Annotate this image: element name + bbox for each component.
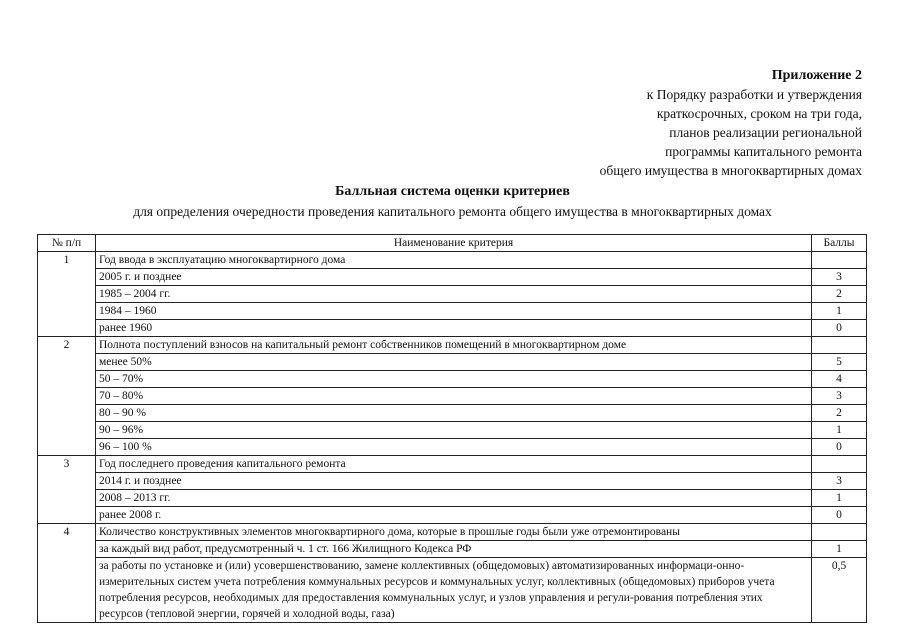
- group-points-empty: [812, 524, 867, 541]
- table-row: [38, 371, 867, 388]
- group-num: 1: [38, 252, 96, 337]
- table-row: [38, 558, 867, 623]
- criterion-label: за каждый вид работ, предусмотренный ч. 1 ст. 166 Жилищного Кодекса РФ: [96, 541, 812, 558]
- group-points-empty: [812, 252, 867, 269]
- criterion-label: 2008 – 2013 гг.: [96, 490, 812, 507]
- group-title: Год ввода в эксплуатацию многоквартирного дома: [96, 252, 812, 269]
- table-row: [38, 490, 867, 507]
- criterion-label: ранее 1960: [96, 320, 812, 337]
- table-row: [38, 473, 867, 490]
- criterion-points: 3: [812, 269, 867, 286]
- criterion-points: 0,5: [812, 558, 867, 623]
- criterion-label: за работы по установке и (или) усовершенствованию, замене коллективных (общедомовых) автоматизированных информаци-онно-измерительных систем учета потребления коммунальных ресурсов и коммунальных услуг, коллективных (общедомовых) приборов учета потребления ресурсов, необходимых для предоставления коммунальных услуг, и узлов управления и регули-рования потребления этих ресурсов (тепловой энергии, горячей и холодной воды, газа): [96, 558, 812, 623]
- criterion-points: 1: [812, 490, 867, 507]
- criterion-points: 3: [812, 388, 867, 405]
- criterion-points: 1: [812, 422, 867, 439]
- criterion-label: 80 – 90 %: [96, 405, 812, 422]
- table-row: [38, 507, 867, 524]
- header-points: Баллы: [812, 235, 867, 252]
- table-row: [38, 388, 867, 405]
- criterion-points: 3: [812, 473, 867, 490]
- criterion-points: 0: [812, 439, 867, 456]
- group-points-empty: [812, 337, 867, 354]
- criterion-label: ранее 2008 г.: [96, 507, 812, 524]
- document-subtitle: для определения очередности проведения капитального ремонта общего имущества в многоквартирных домах: [133, 204, 772, 219]
- group-title: Полнота поступлений взносов на капитальный ремонт собственников помещений в многоквартирном доме: [96, 337, 812, 354]
- appendix-line: к Порядку разработки и утверждения: [646, 87, 862, 102]
- appendix-line: общего имущества в многоквартирных домах: [599, 163, 862, 178]
- criterion-points: 2: [812, 405, 867, 422]
- criterion-points: 1: [812, 303, 867, 320]
- group-num: 3: [38, 456, 96, 524]
- table-row: [38, 303, 867, 320]
- appendix-header: [600, 66, 862, 180]
- table-row: [38, 405, 867, 422]
- table-row: [38, 439, 867, 456]
- criterion-points: 0: [812, 320, 867, 337]
- group-points-empty: [812, 456, 867, 473]
- criterion-points: 2: [812, 286, 867, 303]
- document-title: Балльная система оценки критериев: [335, 184, 570, 199]
- criterion-label: менее 50%: [96, 354, 812, 371]
- table-row: [38, 541, 867, 558]
- group-title: Год последнего проведения капитального ремонта: [96, 456, 812, 473]
- group-num: 4: [38, 524, 96, 623]
- table-row: [38, 269, 867, 286]
- header-num: № п/п: [38, 235, 96, 252]
- criterion-points: 1: [812, 541, 867, 558]
- table-header-row: [38, 235, 867, 252]
- group-num: 2: [38, 337, 96, 456]
- criteria-table: [37, 234, 867, 623]
- appendix-line: краткосрочных, сроком на три года,: [656, 106, 862, 121]
- criterion-label: 2005 г. и позднее: [96, 269, 812, 286]
- table-row: [38, 354, 867, 371]
- appendix-title: Приложение 2: [771, 68, 862, 83]
- criterion-label: 70 – 80%: [96, 388, 812, 405]
- criterion-points: 5: [812, 354, 867, 371]
- header-name: Наименование критерия: [96, 235, 812, 252]
- group-row: [38, 456, 867, 473]
- table-row: [38, 422, 867, 439]
- group-row: [38, 252, 867, 269]
- group-row: [38, 337, 867, 354]
- table-row: [38, 320, 867, 337]
- appendix-line: программы капитального ремонта: [665, 144, 862, 159]
- group-title: Количество конструктивных элементов многоквартирного дома, которые в прошлые годы были уже отремонтированы: [96, 524, 812, 541]
- criterion-label: 96 – 100 %: [96, 439, 812, 456]
- criterion-points: 0: [812, 507, 867, 524]
- criterion-label: 1984 – 1960: [96, 303, 812, 320]
- criterion-label: 50 – 70%: [96, 371, 812, 388]
- criterion-label: 1985 – 2004 гг.: [96, 286, 812, 303]
- table-row: [38, 286, 867, 303]
- appendix-line: планов реализации региональной: [669, 125, 862, 140]
- criterion-points: 4: [812, 371, 867, 388]
- criterion-label: 2014 г. и позднее: [96, 473, 812, 490]
- group-row: [38, 524, 867, 541]
- criterion-label: 90 – 96%: [96, 422, 812, 439]
